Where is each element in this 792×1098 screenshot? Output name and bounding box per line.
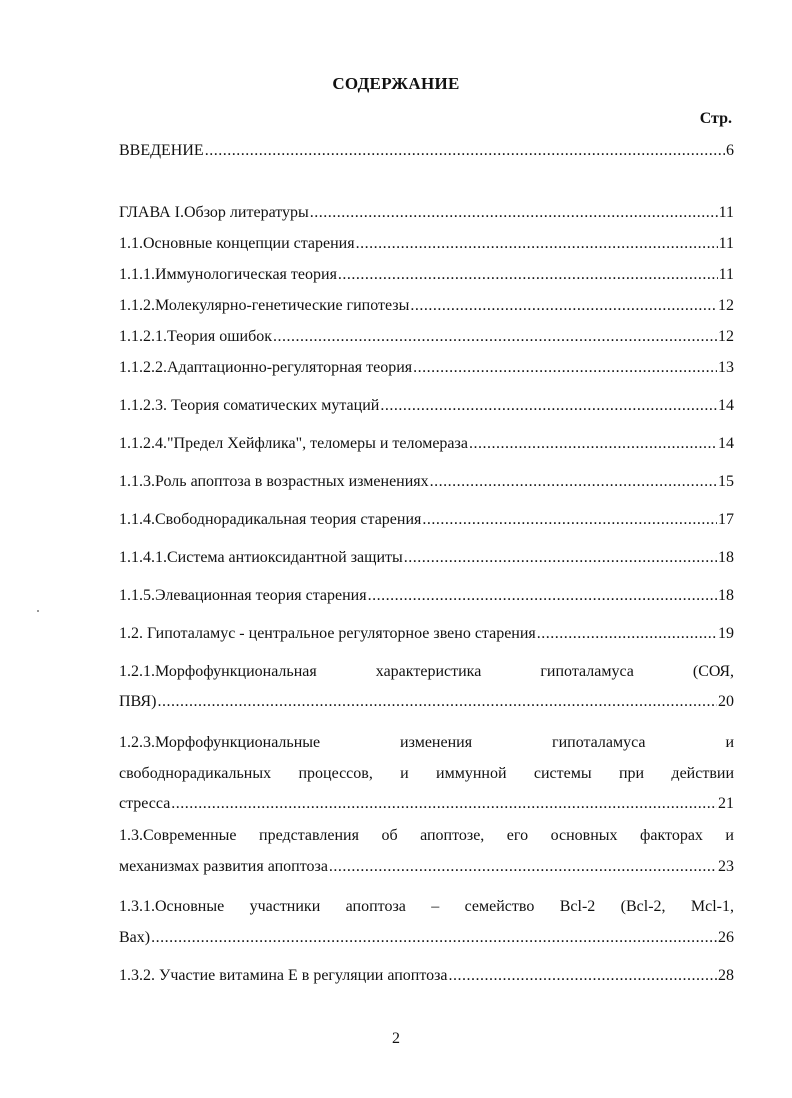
toc-leader-dots [537, 624, 717, 644]
toc-entry [119, 966, 734, 986]
toc-entry-title: 1.1.3.Роль апоптоза в возрастных изменениях [119, 473, 429, 490]
toc-entry-page: 23 [718, 858, 734, 875]
toc-entry-title: 1.1.4.1.Система антиоксидантной защиты [119, 549, 403, 566]
toc-entry-page: 13 [718, 359, 734, 376]
toc-entry [119, 141, 734, 161]
toc-entry-title: ВВЕДЕНИЕ [119, 142, 204, 159]
toc-entry-page: 26 [718, 929, 734, 946]
toc-leader-dots [273, 327, 717, 347]
toc-leader-dots [157, 692, 717, 712]
toc-leader-dots [430, 472, 717, 492]
toc-entry-title: 1.1.Основные концепции старения [119, 235, 355, 252]
toc-entry [119, 692, 734, 712]
toc-entry [119, 358, 734, 378]
toc-entry [119, 548, 734, 568]
toc-entry [119, 234, 734, 254]
toc-entry [119, 296, 734, 316]
toc-entry [119, 928, 734, 948]
toc-leader-dots [171, 794, 717, 814]
toc-leader-dots [329, 857, 717, 877]
toc-entry-title-line: 1.2.1.Морфофункциональная характеристика гипоталамуса (СОЯ, [119, 663, 734, 680]
toc-entry [119, 434, 734, 454]
toc-entry-title: стресса [119, 795, 171, 812]
toc-entry [119, 857, 734, 877]
toc-entry-title: 1.1.2.2.Адаптационно-регуляторная теория [119, 359, 413, 376]
toc-entry-title-line: 1.3.1.Основные участники апоптоза – семейство Bcl-2 (Bcl-2, Mcl-1, [119, 898, 734, 915]
toc-entry-page: 28 [718, 967, 734, 984]
page-title: СОДЕРЖАНИЕ [332, 74, 460, 93]
toc-entry [119, 472, 734, 492]
toc-entry-title-line: свободнорадикальных процессов, и иммунной системы при действии [119, 765, 734, 782]
toc-entry-page: 11 [718, 266, 734, 283]
toc-entry-page: 19 [718, 625, 734, 642]
toc-entry-page: 21 [718, 795, 734, 812]
toc-leader-dots [310, 203, 718, 223]
toc-leader-dots [151, 928, 717, 948]
toc-entry-page: 12 [718, 328, 734, 345]
toc-entry [119, 203, 734, 223]
toc-leader-dots [368, 586, 717, 606]
scan-speck [37, 610, 39, 612]
toc-entry-title: ПВЯ) [119, 693, 157, 710]
toc-entry-title: 1.3.2. Участие витамина Е в регуляции апоптоза [119, 967, 448, 984]
toc-entry-page: 20 [718, 693, 734, 710]
toc-entry-title: механизмах развития апоптоза [119, 858, 328, 875]
toc-entry-title: 1.1.2.3. Теория соматических мутаций [119, 397, 380, 414]
toc-entry-title: 1.1.2.1.Теория ошибок [119, 328, 272, 345]
toc-entry [119, 265, 734, 285]
toc-entry-page: 18 [718, 549, 734, 566]
toc-entry-page: 14 [718, 397, 734, 414]
toc-entry-title: 1.2. Гипоталамус - центральное регуляторное звено старения [119, 625, 536, 642]
toc-entry [119, 624, 734, 644]
toc-entry-title: 1.1.4.Свободнорадикальная теория старения [119, 511, 422, 528]
toc-leader-dots [422, 510, 717, 530]
toc-entry-page: 12 [718, 297, 734, 314]
toc-entry-title: 1.1.5.Элевационная теория старения [119, 587, 367, 604]
toc-entry-title: 1.1.1.Иммунологическая теория [119, 266, 337, 283]
toc-entry-title: ГЛАВА I.Обзор литературы [119, 204, 309, 221]
toc-leader-dots [413, 358, 717, 378]
toc-entry-title: 1.1.2.4."Предел Хейфлика", теломеры и теломераза [119, 435, 468, 452]
toc-entry [119, 794, 734, 814]
toc-entry-title-line: 1.3.Современные представления об апоптозе, его основных факторах и [119, 827, 734, 844]
toc-leader-dots [338, 265, 718, 285]
toc-entry [119, 586, 734, 606]
toc-entry [119, 327, 734, 347]
toc-entry-page: 18 [718, 587, 734, 604]
page-column-label: Стр. [699, 110, 732, 127]
toc-leader-dots [205, 141, 725, 161]
toc-entry-page: 14 [718, 435, 734, 452]
toc-leader-dots [356, 234, 718, 254]
toc-entry [119, 510, 734, 530]
toc-leader-dots [469, 434, 717, 454]
toc-leader-dots [410, 296, 717, 316]
toc-entry-page: 17 [718, 511, 734, 528]
toc-entry [119, 396, 734, 416]
toc-entry-title-line: 1.2.3.Морфофункциональные изменения гипоталамуса и [119, 734, 734, 751]
toc-leader-dots [449, 966, 717, 986]
toc-entry-page: 6 [726, 142, 734, 159]
page-number: 2 [392, 1030, 400, 1047]
toc-entry-title: Bax) [119, 929, 151, 946]
toc-leader-dots [380, 396, 717, 416]
toc-leader-dots [404, 548, 717, 568]
toc-entry-page: 11 [718, 235, 734, 252]
toc-entry-page: 15 [718, 473, 734, 490]
toc-entry-page: 11 [718, 204, 734, 221]
toc-entry-title: 1.1.2.Молекулярно-генетические гипотезы [119, 297, 410, 314]
